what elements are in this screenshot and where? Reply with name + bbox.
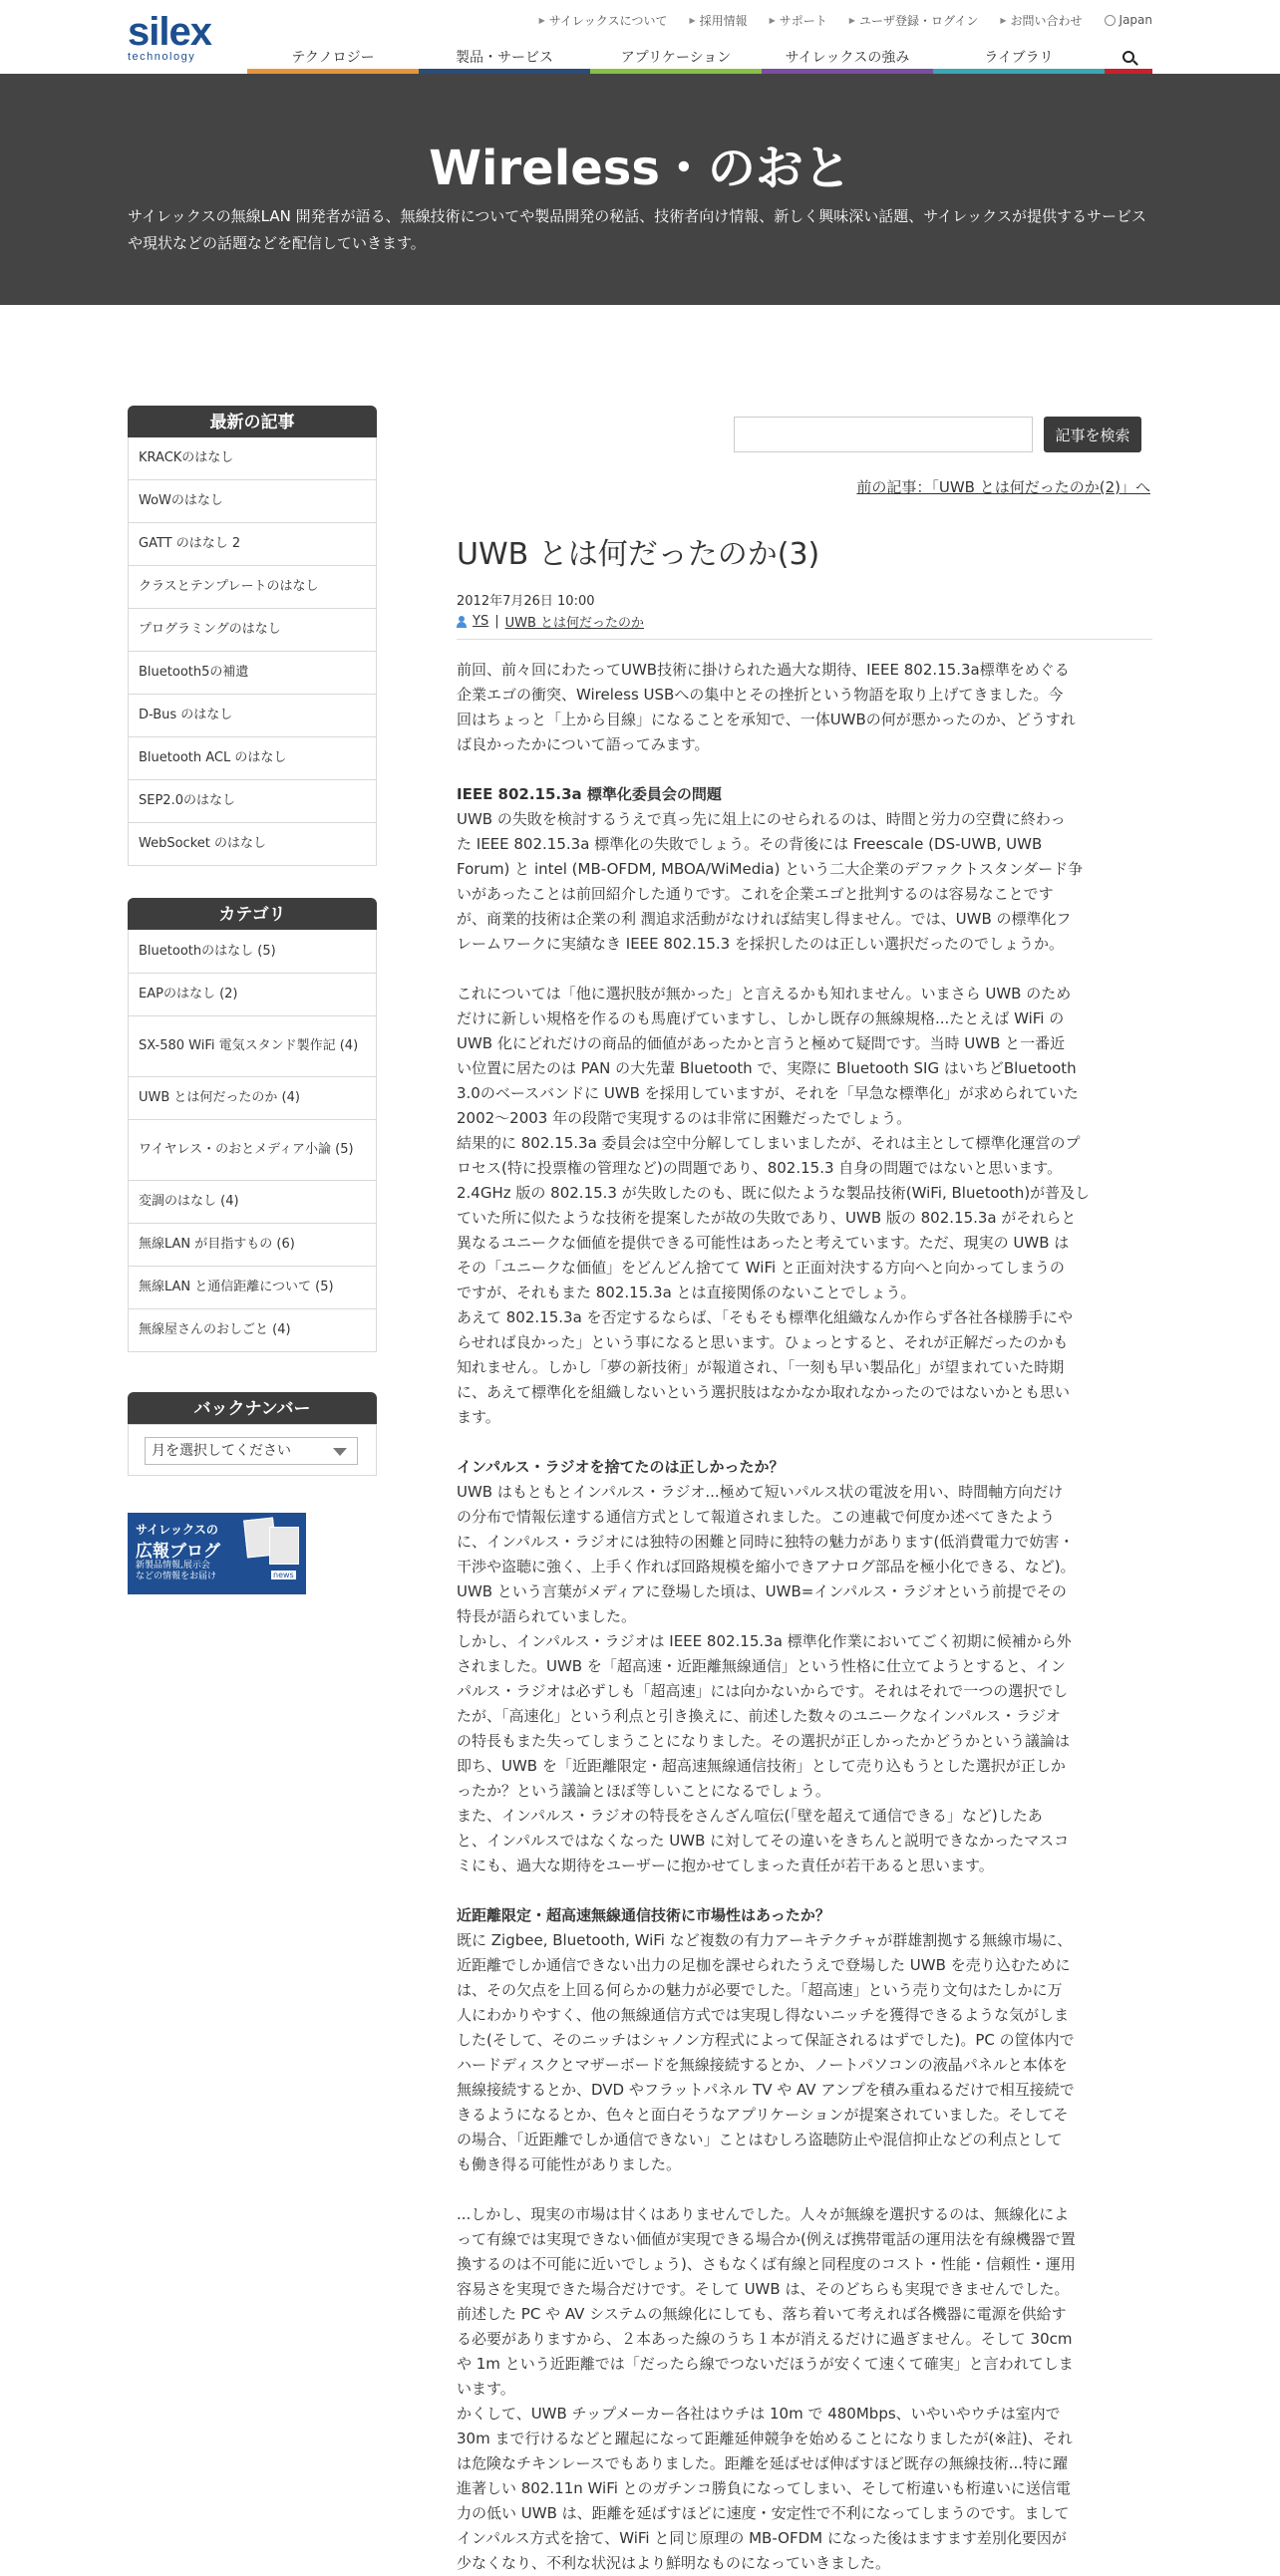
util-link-careers[interactable] (689, 12, 747, 28)
nav-library[interactable] (933, 40, 1105, 74)
section-heading: IEEE 802.15.3a 標準化委員会の問題 (457, 785, 722, 803)
utility-nav (539, 12, 1152, 28)
latest-articles-widget (128, 406, 377, 866)
nav-technology[interactable] (247, 40, 419, 74)
search-input[interactable] (734, 417, 1033, 452)
latest-article-item-label: WebSocket のはなし (139, 836, 266, 851)
category-item-label: ワイヤレス・のおとメディア小論 (5) (139, 1142, 354, 1157)
hero-banner (0, 74, 1280, 305)
latest-article-item-label: クラスとテンプレートのはなし (139, 579, 319, 594)
paragraph: UWB はもともとインパルス・ラジオ...極めて短いパルス状の電波を用い、時間軸方向だけ の分布で情報伝達する通信方式として報道されました。この連載で何度か述べてきたよう に、インパルス・ラジオには独特の困難と同時に独特の魅力があります(低消費電力で妨害・ 干渉や盗聴に強く、上手く作れば回路規模を縮小できアナログ部品を極小化できる、など)。 UWB という言葉がメディアに登場した頃は、UWB=インパルス・ラジオという前提でその 特長が語られていました。 しかし、インパルス・ラジオは IEEE 802.15.3a 標準化作業においてごく初期に候補から外 されました。UWB を「超高速・近距離無線通信」という性格に仕立てようとすると、イン パルス・ラジオは必ずしも「超高速」には向かないからです。それはそれで一つの選択でし たが、「高速化」という利点と引き換えに、前述した数々のユニークなインパルス・ラジオ の特長もまた失ってしまうことになりました。その選択が正しかったかどうかという議論は 即ち、UWB を「近距離限定・超高速無線通信技術」として売り込もうとした選択が正しか ったか？という議論とほぼ等しいことになるでしょう。 また、インパルス・ラジオの特長をさんざん喧伝(「壁を超えて通信できる」など)したあ と、インパルスではなくなった UWB に対してその違いをきちんと説明できなかったマスコ ミにも、過大な期待をユーザーに抱かせてしまった責任が若干あると思います。 (457, 1483, 1076, 1874)
silex-logo[interactable] (128, 10, 229, 63)
paragraph: 既に Zigbee, Bluetooth, WiFi など複数の有力アーキテクチャが群雄割拠する無線市場に、 近距離でしか通信できない出力の足枷を課せられたうえで登場した UWB を売り込むために は、その欠点を上回る何らかの魅力が必要でした。「超高速」という売り文句はたしかに万 人にわかりやすく、他の無線通信方式では実現し得ないニッチを獲得できるような気がしま した(そして、そのニッチはシャノン方程式によって保証されるはずでした)。PC の筐体内で ハードディスクとマザーボードを無線接続するとか、ノートパソコンの液晶パネルと本体を 無線接続するとか、DVD やフラットパネル TV や AV アンプを積み重ねるだけで相互接続で きるようになるとか、色々と面白そうなアプリケーションが提案されていました。そしてそ の場合、「近距離でしか通信できない」ことはむしろ盗聴防止や混信抑止などの利点として も働き得る可能性がありました。 (457, 1931, 1075, 2173)
arrow-right-icon: ▶ (769, 15, 776, 25)
divider (457, 639, 1152, 640)
category-item[interactable] (129, 1266, 376, 1308)
search-button[interactable]: 記事を検索 (1044, 417, 1141, 452)
paragraph-spacer (457, 957, 1154, 982)
category-item[interactable] (129, 1180, 376, 1223)
article-meta (457, 612, 644, 631)
nav-strengths[interactable] (762, 40, 933, 74)
latest-article-item[interactable] (129, 565, 376, 608)
nav-label: テクノロジー (291, 50, 375, 66)
global-nav (247, 40, 1152, 74)
util-link-label: 採用情報 (699, 13, 748, 28)
category-item-label: 無線屋さんのおしごと (4) (139, 1322, 291, 1337)
category-item-label: 無線LAN が目指すもの (6) (139, 1237, 295, 1252)
widget-heading: 最新の記事 (128, 406, 377, 437)
paragraph-spacer (457, 2177, 1154, 2202)
search-icon (1122, 51, 1134, 63)
util-link-about[interactable] (539, 12, 668, 28)
nav-search[interactable] (1105, 40, 1152, 74)
article-date: 2012年7月26日 10:00 (457, 594, 595, 609)
category-item[interactable] (129, 1076, 376, 1119)
latest-article-item[interactable] (129, 651, 376, 694)
section-heading: インパルス・ラジオを捨てたのは正しかったか？ (457, 1458, 785, 1476)
category-item-label: 無線LAN と通信距離について (5) (139, 1280, 334, 1294)
paragraph: 前回、前々回にわたってUWB技術に掛けられた過大な期待、IEEE 802.15.3a標準をめぐる 企業エゴの衝突、Wireless USBへの集中とその挫折という物語を取り上げてきました。今 回はちょっと「上から目線」になることを承知で、一体UWBの何が悪かったのか、どうすれ ば良かったかについて語ってみます。 (457, 661, 1076, 753)
article-body (457, 658, 1154, 2576)
archive-box (128, 1424, 377, 1476)
util-link-login[interactable] (849, 12, 979, 28)
paragraph: UWB の失敗を検討するうえで真っ先に俎上にのせられるのは、時間と労力の空費に終わっ た IEEE 802.15.3a 標準化の失敗でしょう。その背後には Freescale (DS-UWB, UWB Forum) と intel (MB-OFDM, MBOA/WiMedia) という二大企業のデファクトスタンダード争 いがあったことは前回紹介した通りです。これを企業エゴと批判するのは容易なことです が、商業的技術は企業の利 潤追求活動がなければ結実し得ません。では、UWB の標準化フ レームワークに実績なき IEEE 802.15.3 を採択したのは正しい選択だったのでしょうか。 (457, 810, 1084, 953)
arrow-right-icon: ▶ (538, 15, 545, 25)
util-link-label: お問い合わせ (1010, 13, 1083, 28)
author-link[interactable]: YS (473, 614, 489, 629)
category-item[interactable] (129, 1223, 376, 1266)
paragraph-spacer (457, 1878, 1154, 1903)
latest-article-item-label: プログラミングのはなし (139, 622, 281, 637)
archive-month-select[interactable] (145, 1437, 358, 1465)
latest-article-item[interactable] (129, 437, 376, 479)
latest-articles-list (128, 437, 377, 866)
widget-heading: バックナンバー (128, 1392, 377, 1424)
category-item-label: 変調のはなし (4) (139, 1194, 239, 1209)
category-link[interactable]: UWB とは何だったのか (504, 616, 645, 631)
category-item-label: UWB とは何だったのか (4) (139, 1090, 300, 1105)
util-link-label: サイレックスについて (548, 13, 668, 28)
latest-article-item[interactable] (129, 608, 376, 651)
latest-article-item[interactable] (129, 479, 376, 522)
banner-caption: 新製品情報,展示会 などの情報をお届け (136, 1561, 217, 1581)
article-title: UWB とは何だったのか(3) (457, 537, 820, 572)
arrow-right-icon: ▶ (848, 15, 855, 25)
latest-article-item-label: D-Bus のはなし (139, 708, 233, 722)
category-item[interactable] (129, 930, 376, 973)
category-item-label: EAPのはなし (2) (139, 987, 238, 1002)
logo-sub: technology (128, 51, 196, 63)
nav-label: 製品・サービス (456, 50, 553, 66)
banner-tag: news (273, 1571, 294, 1579)
chevron-down-icon (333, 1448, 347, 1456)
latest-article-item[interactable] (129, 522, 376, 565)
region-selector[interactable] (1105, 12, 1152, 28)
category-item[interactable] (129, 1119, 376, 1180)
banner-line1: サイレックスの (136, 1523, 218, 1537)
latest-article-item[interactable] (129, 822, 376, 865)
archive-widget (128, 1392, 377, 1476)
widget-heading: カテゴリ (128, 898, 377, 930)
arrow-right-icon: ▶ (1000, 15, 1007, 25)
latest-article-item-label: Bluetooth5の補遺 (139, 665, 249, 680)
pr-blog-banner[interactable] (128, 1513, 306, 1594)
util-link-label: サポート (779, 13, 827, 28)
paragraph: ...しかし、現実の市場は甘くはありませんでした。人々が無線を選択するのは、無線化によ って有線では実現できない価値が実現できる場合か(例えば携帯電話の運用法を有線機器で置 換するのは不可能に近いでしょう)、さもなくば有線と同程度のコスト・性能・信頼性・運用 容易さを実現できた場合だけです。そして UWB は、そのどちらも実現できませんでした。 前述した PC や AV システムの無線化にしても、落ち着いて考えれば各機器に電源を供給す る必要がありますから、２本あった線のうち１本が消えるだけに過ぎません。そして 30cm や 1m という近距離では「だったら線でつないだほうが安くて速くて確実」と言われてしま います。 かくして、UWB チップメーカー各社はウチは 10m で 480Mbps、いやいやウチは室内で 30m まで行けるなどと躍起になって距離延伸競争を始めることになりましたが(※註)、それ は危険なチキンレースでもありました。距離を延ばせば伸ばすほど既存の無線技術...特に躍 進著しい 802.11n WiFi とのガチンコ勝負になってしまい、そして桁違いも桁違いに送信電 力の低い UWB は、距離を延ばすほどに速度・安定性で不利になってしまうのです。まして インパルス方式を捨て、WiFi と同じ原理の MB-OFDM になった後はますます差別化要因が 少なくなり、不利な状況はより鮮明なものになっていきました。 (457, 2205, 1076, 2572)
nav-label: サイレックスの強み (785, 50, 910, 66)
logo-brand: silex (128, 10, 211, 54)
latest-article-item[interactable] (129, 779, 376, 822)
latest-article-item[interactable] (129, 694, 376, 736)
category-list (128, 930, 377, 1352)
section-heading: 近距離限定・超高速無線通信技術に市場性はあったか？ (457, 1906, 830, 1924)
nav-label: ライブラリ (984, 50, 1054, 66)
latest-article-item-label: SEP2.0のはなし (139, 793, 235, 808)
latest-article-item-label: WoWのはなし (139, 493, 223, 508)
category-item[interactable] (129, 1015, 376, 1076)
latest-article-item-label: KRACKのはなし (139, 450, 234, 465)
util-link-label: ユーザ登録・ログイン (858, 13, 979, 28)
site-header (0, 0, 1280, 74)
util-link-contact[interactable] (1000, 12, 1082, 28)
blog-description: サイレックスの無線LAN 開発者が語る、無線技術についてや製品開発の秘話、技術者向け情報、新しく興味深い話題、サイレックスが提供するサービスや現状などの話題などを配信していきます。 (128, 207, 1146, 252)
banner-thumbnail (269, 1527, 299, 1565)
region-label: Japan (1119, 13, 1152, 27)
meta-separator: | (494, 614, 499, 629)
category-widget (128, 898, 377, 1352)
paragraph: これについては「他に選択肢が無かった」と言えるかも知れません。いまさら UWB のため だけに新しい規格を作るのも馬鹿げていますし、しかし既存の無線規格...たとえば WiFi の UWB 化にどれだけの商品的価値があったかと言うと極めて疑問です。当時 UWB と一番近 い位置に居たのは PAN の大先輩 Bluetooth で、実際に Bluetooth SIG はいちどBluetooth 3.0のベースバンドに UWB を採用していますが、それを「早急な標準化」が求められていた 2002～2003 年の段階で実現するのは非常に困難だったでしょう。 結果的に 802.15.3a 委員会は空中分解してしまいましたが、それは主として標準化運営のプ ロセス(特に投票権の管理など)の問題であり、802.15.3 自身の問題ではないと思います。 2.4GHz 版の 802.15.3 が失敗したのも、既に似たような製品技術(WiFi, Bluetooth)が普及し ていた所に似たような技術を提案したが故の失敗であり、UWB 版の 802.15.3a がそれらと 異なるユニークな価値を提供できる可能性はあったと考えています。ただ、現実の UWB は その「ユニークな価値」をどんどん捨てて WiFi と正面対決する方向へと向かってしまうの ですが、それもまた 802.15.3a とは直接関係のないことでしょう。 あえて 802.15.3a を否定するならば、「そもそも標準化組織なんか作らず各社各様勝手にや らせれば良かった」という事になると思います。ひょっとすると、それが正解だったのかも 知れません。しかし「夢の新技術」が報道され、「一刻も早い製品化」が望まれていた時期 に、あえて標準化を組織しないという選択肢はなかなか取れなかったのではないかとも思い ます。 (457, 985, 1091, 1426)
previous-article-link[interactable]: 前の記事：「UWB とは何だったのか(2)」へ (856, 478, 1150, 496)
util-link-support[interactable] (770, 12, 827, 28)
latest-article-item[interactable] (129, 736, 376, 779)
nav-label: アプリケーション (620, 50, 732, 66)
paragraph-spacer (457, 1430, 1154, 1455)
latest-article-item-label: GATT のはなし 2 (139, 536, 241, 551)
paragraph-spacer (457, 757, 1154, 782)
blog-title: Wireless・のおと (429, 141, 851, 196)
category-item[interactable] (129, 1308, 376, 1351)
category-item-label: Bluetoothのはなし (5) (139, 943, 276, 959)
arrow-right-icon: ▶ (689, 15, 696, 25)
latest-article-item-label: Bluetooth ACL のはなし (139, 750, 287, 765)
nav-applications[interactable] (590, 40, 762, 74)
globe-icon (1105, 15, 1116, 26)
banner-title: 広報ブログ (136, 1542, 220, 1562)
author-icon (457, 616, 467, 628)
category-item-label: SX-580 WiFi 電気スタンド製作記 (4) (139, 1038, 359, 1053)
category-item[interactable] (129, 973, 376, 1015)
select-value: 月を選択してください (152, 1443, 291, 1459)
nav-products[interactable] (419, 40, 590, 74)
